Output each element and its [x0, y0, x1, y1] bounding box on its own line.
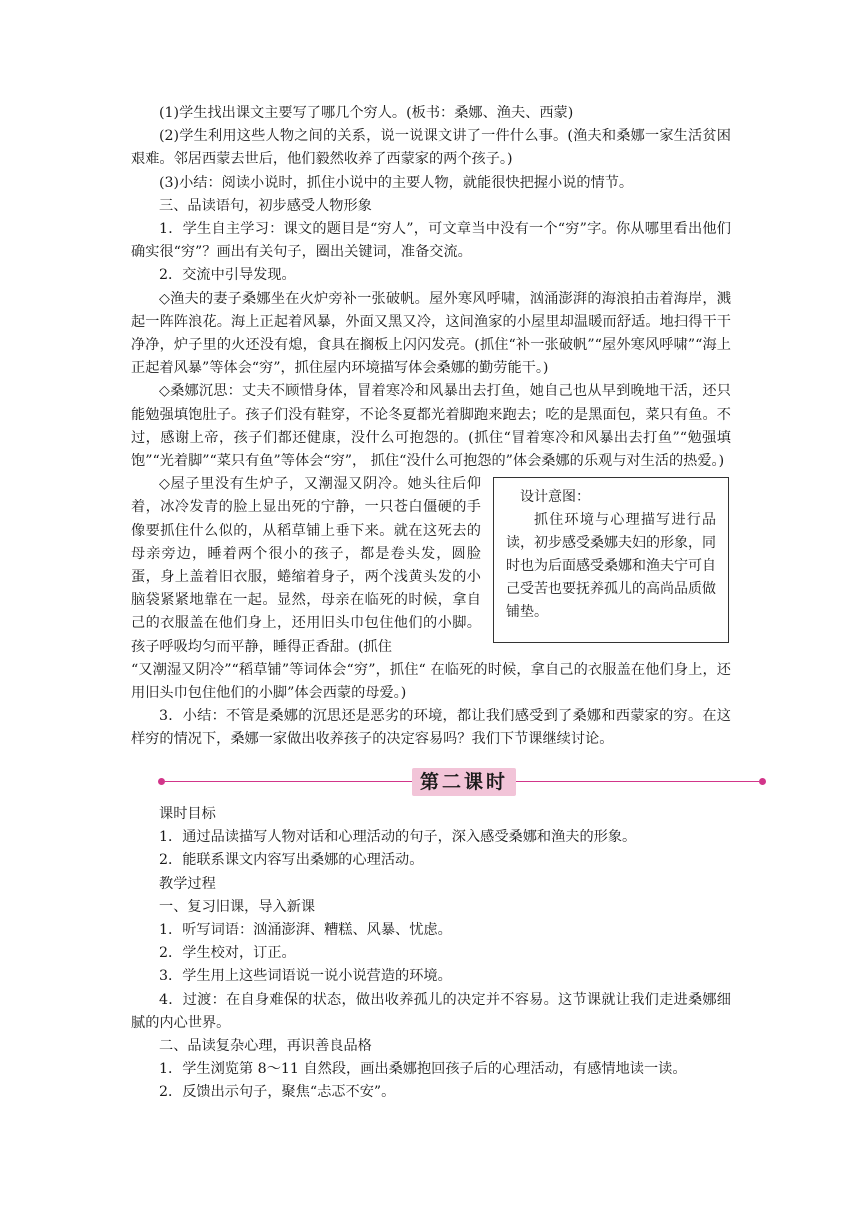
- lesson-divider: [158, 768, 766, 796]
- paragraph: 1．通过品读描写人物对话和心理活动的句子，深入感受桑娜和渔夫的形象。: [159, 829, 637, 846]
- paragraph: 2．能联系课文内容写出桑娜的心理活动。: [159, 852, 424, 869]
- quote-paragraph: ◇渔夫的妻子桑娜坐在火炉旁补一张破帆。屋外寒风呼啸，汹涌澎湃的海浪拍击着海岸，溅起一阵阵浪花。海上正起着风暴，外面又黑又冷，这间渔家的小屋里却温暖而舒适。地扫得干干净净，炉子里的火还没有熄，食具在搁板上闪闪发亮。(抓住“补一张破帆”“屋外寒风呼啸”“海上正起着风暴”等体会“穷”，抓住屋内环境描写体会桑娜的勤劳能干。): [131, 290, 731, 377]
- divider-line: [516, 781, 759, 782]
- section-heading: 二、品读复杂心理，再识善良品格: [159, 1038, 372, 1055]
- paragraph: 1．学生自主学习：课文的题目是“穷人”，可文章当中没有一个“穷”字。你从哪里看出他们确实很“穷”？画出有关句子，圈出关键词，准备交流。: [131, 221, 731, 261]
- design-intent-box: [493, 477, 729, 643]
- quote-with-note: [131, 473, 731, 659]
- note-body: 抓住环境与心理描写进行品读，初步感受桑娜夫妇的形象，同时也为后面感受桑娜和渔夫宁可自己受苦也要抚养孤儿的高尚品质做铺垫。: [506, 512, 716, 621]
- quote-paragraph: ◇屋子里没有生炉子，又潮湿又阴冷。她头往后仰着，冰冷发青的脸上显出死的宁静，一只苍白僵硬的手像要抓住什么似的，从稻草铺上垂下来。就在这死去的母亲旁边，睡着两个很小的孩子，都是卷头发，圆脸蛋，身上盖着旧衣服，蜷缩着身子，两个浅黄头发的小脑袋紧紧地靠在一起。显然，母亲在临死的时候，拿自己的衣服盖在他们身上，还用旧头巾包住他们的小脚。孩子呼吸均匀而平静，睡得正香甜。(抓住: [131, 476, 481, 655]
- quote-paragraph: ◇桑娜沉思：丈夫不顾惜身体，冒着寒冷和风暴出去打鱼，她自己也从早到晚地干活，还只能勉强填饱肚子。孩子们没有鞋穿，不论冬夏都光着脚跑来跑去；吃的是黑面包，菜只有鱼。不过，感谢上帝，孩子们都还健康，没什么可抱怨的。(抓住“冒着寒冷和风暴出去打鱼”“勉强填饱”“光着脚”“菜只有鱼”等体会“穷”， 抓住“没什么可抱怨的”体会桑娜的乐观与对生活的热爱。): [131, 383, 731, 470]
- subheading: 课时目标: [159, 806, 216, 822]
- subheading: 教学过程: [159, 875, 216, 892]
- paragraph: 3．学生用上这些词语说一说小说营造的环境。: [159, 968, 452, 985]
- divider-line: [165, 781, 412, 782]
- paragraph: (1)学生找出课文主要写了哪几个穷人。(板书：桑娜、渔夫、西蒙): [159, 105, 574, 121]
- divider-dot: [158, 778, 165, 785]
- paragraph: 2．反馈出示句子，聚焦“忐忑不安”。: [159, 1084, 396, 1101]
- section-heading: 三、品读语句，初步感受人物形象: [159, 197, 372, 214]
- quote-paragraph-continued: “又潮湿又阴冷”“稻草铺”等词体会“穷”，抓住“ 在临死的时候，拿自己的衣服盖在他们身上，还用旧头巾包住他们的小脚”体会西蒙的母爱。): [131, 661, 731, 702]
- paragraph: (3)小结：阅读小说时，抓住小说中的主要人物，就能很快把握小说的情节。: [159, 174, 634, 191]
- paragraph: 2．交流中引导发现。: [159, 267, 296, 284]
- divider-dot: [759, 778, 766, 785]
- section-heading: 一、复习旧课，导入新课: [159, 898, 316, 915]
- paragraph: (2)学生利用这些人物之间的关系，说一说课文讲了一件什么事。(渔夫和桑娜一家生活贫困艰难。邻居西蒙去世后，他们毅然收养了西蒙家的两个孩子。): [131, 128, 731, 168]
- paragraph: 2．学生校对，订正。: [159, 945, 296, 962]
- paragraph: 1．听写词语：汹涌澎湃、糟糕、风暴、忧虑。: [159, 922, 452, 939]
- lesson-section-2: [131, 803, 731, 1105]
- paragraph: 4．过渡：在自身难保的状态，做出收养孤儿的决定并不容易。这节课就让我们走进桑娜细腻的内心世界。: [131, 991, 731, 1031]
- note-title: 设计意图：: [520, 489, 590, 506]
- paragraph: 1．学生浏览第 8～11 自然段，画出桑娜抱回孩子后的心理活动，有感情地读一读。: [159, 1061, 687, 1078]
- lesson-section-1: [131, 102, 731, 752]
- paragraph: 3．小结：不管是桑娜的沉思还是恶劣的环境，都让我们感受到了桑娜和西蒙家的穷。在这样穷的情况下，桑娜一家做出收养孩子的决定容易吗？我们下节课继续讨论。: [131, 708, 731, 748]
- lesson-title-badge: 第二课时: [412, 768, 516, 796]
